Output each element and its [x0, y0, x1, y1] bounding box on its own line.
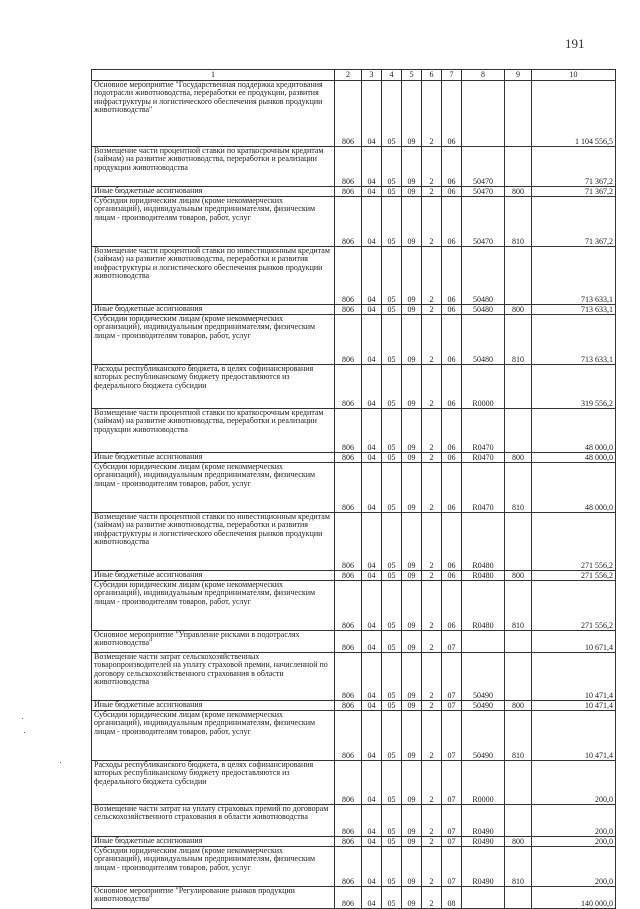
- row-code-c3: 04: [362, 315, 382, 365]
- row-name: Субсидии юридическим лицам (кроме некоммерческих организаций), индивидуальным предпринимателям, физическим лицам - производителям товаров, работ, услуг: [92, 847, 335, 887]
- row-code-c8: R0490: [462, 837, 505, 847]
- row-code-c5: 09: [402, 805, 422, 837]
- row-code-c3: 04: [362, 513, 382, 571]
- row-name: Иные бюджетные ассигнования: [92, 701, 335, 711]
- row-name: Субсидии юридическим лицам (кроме некоммерческих организаций), индивидуальным предпринимателям, физическим лицам - производителям товаров, работ, услуг: [92, 711, 335, 761]
- row-amount: 71 367,2: [532, 147, 616, 187]
- row-name: Субсидии юридическим лицам (кроме некоммерческих организаций), индивидуальным предпринимателям, физическим лицам - производителям товаров, работ, услуг: [92, 581, 335, 631]
- row-code-c8: R0480: [462, 513, 505, 571]
- row-code-c5: 09: [402, 847, 422, 887]
- page-number: 191: [565, 36, 585, 51]
- row-code-c7: 07: [442, 837, 462, 847]
- row-amount: 713 633,1: [532, 305, 616, 315]
- scan-speck: [22, 718, 23, 719]
- row-code-c8: R0470: [462, 463, 505, 513]
- row-code-c9: 800: [505, 453, 532, 463]
- row-code-c4: 05: [382, 305, 402, 315]
- row-name: Иные бюджетные ассигнования: [92, 453, 335, 463]
- row-code-c7: 07: [442, 805, 462, 837]
- row-amount: 713 633,1: [532, 315, 616, 365]
- row-code-c4: 05: [382, 81, 402, 147]
- row-code-c9: 810: [505, 463, 532, 513]
- row-code-c8: R0470: [462, 453, 505, 463]
- row-code-c5: 09: [402, 147, 422, 187]
- row-code-c3: 04: [362, 631, 382, 653]
- row-code-c6: 2: [422, 81, 442, 147]
- row-code-c4: 05: [382, 453, 402, 463]
- row-code-c8: 50490: [462, 653, 505, 701]
- row-code-c2: 806: [335, 837, 362, 847]
- row-code-c6: 2: [422, 365, 442, 409]
- row-name: Возмещение части процентной ставки по инвестиционным кредитам (займам) на развитие животноводства, переработки и развития инфраструктуры и логистического обеспечения рынков продукции животноводства: [92, 513, 335, 571]
- row-code-c6: 2: [422, 581, 442, 631]
- row-code-c6: 2: [422, 631, 442, 653]
- row-code-c9: 810: [505, 847, 532, 887]
- row-code-c5: 09: [402, 187, 422, 197]
- row-code-c3: 04: [362, 453, 382, 463]
- row-code-c8: 50470: [462, 147, 505, 187]
- row-code-c2: 806: [335, 453, 362, 463]
- row-code-c9: 800: [505, 187, 532, 197]
- row-name: Субсидии юридическим лицам (кроме некоммерческих организаций), индивидуальным предпринимателям, физическим лицам - производителям товаров, работ, услуг: [92, 463, 335, 513]
- row-name: Основное мероприятие "Государственная поддержка кредитования подотрасли животноводства, переработки ее продукции, развития инфраструктуры и логистического обеспечения рынков продукции животноводства": [92, 81, 335, 147]
- row-code-c2: 806: [335, 581, 362, 631]
- row-code-c3: 04: [362, 847, 382, 887]
- row-code-c7: 07: [442, 701, 462, 711]
- row-code-c9: 810: [505, 197, 532, 247]
- column-header-1: 1: [92, 70, 335, 81]
- row-code-c3: 04: [362, 147, 382, 187]
- row-code-c6: 2: [422, 247, 442, 305]
- row-code-c7: 07: [442, 653, 462, 701]
- table-row: [92, 305, 616, 315]
- scan-speck: [60, 762, 61, 763]
- row-code-c8: [462, 81, 505, 147]
- row-code-c6: 2: [422, 315, 442, 365]
- row-code-c7: 07: [442, 711, 462, 761]
- row-code-c5: 09: [402, 837, 422, 847]
- row-code-c5: 09: [402, 581, 422, 631]
- row-code-c8: R0480: [462, 581, 505, 631]
- table-body: [92, 81, 616, 909]
- row-code-c2: 806: [335, 305, 362, 315]
- table-row: [92, 365, 616, 409]
- row-code-c3: 04: [362, 463, 382, 513]
- budget-table: [91, 69, 616, 909]
- table-row: [92, 147, 616, 187]
- table-row: [92, 653, 616, 701]
- row-name: Возмещение части процентной ставки по краткосрочным кредитам (займам) на развитие животноводства, переработки и реализации продукции животноводства: [92, 147, 335, 187]
- row-code-c3: 04: [362, 197, 382, 247]
- column-header-10: 10: [532, 70, 616, 81]
- row-code-c7: 07: [442, 847, 462, 887]
- row-code-c2: 806: [335, 147, 362, 187]
- row-code-c4: 05: [382, 197, 402, 247]
- row-code-c6: 2: [422, 463, 442, 513]
- row-code-c6: 2: [422, 805, 442, 837]
- row-code-c9: [505, 81, 532, 147]
- row-code-c2: 806: [335, 197, 362, 247]
- row-code-c9: 800: [505, 701, 532, 711]
- row-code-c2: 806: [335, 631, 362, 653]
- row-code-c7: 06: [442, 305, 462, 315]
- row-code-c4: 05: [382, 581, 402, 631]
- row-code-c9: [505, 247, 532, 305]
- row-code-c9: [505, 409, 532, 453]
- row-code-c2: 806: [335, 365, 362, 409]
- row-code-c2: 806: [335, 315, 362, 365]
- row-name: Основное мероприятие "Регулирование рынков продукции животноводства": [92, 887, 335, 909]
- row-code-c9: 800: [505, 571, 532, 581]
- row-amount: 319 556,2: [532, 365, 616, 409]
- table-row: [92, 887, 616, 909]
- row-name: Возмещение части процентной ставки по краткосрочным кредитам (займам) на развитие животноводства, переработки и реализации продукции животноводства: [92, 409, 335, 453]
- row-amount: 271 556,2: [532, 513, 616, 571]
- row-code-c8: R0490: [462, 805, 505, 837]
- row-code-c9: 810: [505, 315, 532, 365]
- row-code-c8: 50490: [462, 701, 505, 711]
- row-name: Иные бюджетные ассигнования: [92, 187, 335, 197]
- row-code-c9: [505, 365, 532, 409]
- row-code-c6: 2: [422, 187, 442, 197]
- row-code-c6: 2: [422, 711, 442, 761]
- row-code-c3: 04: [362, 887, 382, 909]
- row-code-c6: 2: [422, 653, 442, 701]
- row-name: Возмещение части затрат сельскохозяйственных товаропроизводителей на уплату страховой премии, начисленной по договору сельскохозяйственного страхования в области животноводства: [92, 653, 335, 701]
- row-code-c9: 800: [505, 305, 532, 315]
- row-code-c5: 09: [402, 315, 422, 365]
- row-code-c9: [505, 653, 532, 701]
- row-code-c8: 50490: [462, 711, 505, 761]
- table-row: [92, 571, 616, 581]
- row-code-c3: 04: [362, 81, 382, 147]
- column-header-8: 8: [462, 70, 505, 81]
- row-code-c2: 806: [335, 463, 362, 513]
- row-code-c4: 05: [382, 711, 402, 761]
- row-amount: 200,0: [532, 837, 616, 847]
- row-code-c4: 05: [382, 761, 402, 805]
- row-code-c6: 2: [422, 453, 442, 463]
- row-code-c8: [462, 887, 505, 909]
- row-code-c8: 50470: [462, 187, 505, 197]
- row-code-c4: 05: [382, 147, 402, 187]
- row-code-c3: 04: [362, 653, 382, 701]
- row-code-c7: 06: [442, 571, 462, 581]
- table-row: [92, 409, 616, 453]
- row-name: Иные бюджетные ассигнования: [92, 305, 335, 315]
- table-row: [92, 453, 616, 463]
- row-code-c3: 04: [362, 711, 382, 761]
- table-row: [92, 513, 616, 571]
- column-header-5: 5: [402, 70, 422, 81]
- row-code-c9: [505, 887, 532, 909]
- row-name: Субсидии юридическим лицам (кроме некоммерческих организаций), индивидуальным предпринимателям, физическим лицам - производителям товаров, работ, услуг: [92, 197, 335, 247]
- row-code-c3: 04: [362, 247, 382, 305]
- column-header-4: 4: [382, 70, 402, 81]
- row-code-c5: 09: [402, 711, 422, 761]
- table-row: [92, 581, 616, 631]
- row-code-c7: 08: [442, 887, 462, 909]
- row-code-c4: 05: [382, 513, 402, 571]
- row-amount: 10 471,4: [532, 653, 616, 701]
- row-code-c2: 806: [335, 761, 362, 805]
- row-code-c2: 806: [335, 711, 362, 761]
- row-amount: 71 367,2: [532, 187, 616, 197]
- row-code-c3: 04: [362, 761, 382, 805]
- table-header-row: [92, 70, 616, 81]
- table-row: [92, 315, 616, 365]
- row-code-c9: [505, 513, 532, 571]
- row-code-c9: 810: [505, 711, 532, 761]
- row-code-c4: 05: [382, 463, 402, 513]
- row-code-c7: 06: [442, 409, 462, 453]
- row-code-c2: 806: [335, 571, 362, 581]
- row-code-c5: 09: [402, 409, 422, 453]
- row-code-c2: 806: [335, 887, 362, 909]
- row-code-c6: 2: [422, 197, 442, 247]
- row-code-c7: 06: [442, 581, 462, 631]
- table-row: [92, 711, 616, 761]
- row-code-c8: 50480: [462, 315, 505, 365]
- table-row: [92, 701, 616, 711]
- row-code-c5: 09: [402, 887, 422, 909]
- row-code-c3: 04: [362, 409, 382, 453]
- row-code-c5: 09: [402, 365, 422, 409]
- row-code-c4: 05: [382, 653, 402, 701]
- row-code-c2: 806: [335, 513, 362, 571]
- table-row: [92, 247, 616, 305]
- row-amount: 200,0: [532, 805, 616, 837]
- row-amount: 10 671,4: [532, 631, 616, 653]
- row-code-c5: 09: [402, 247, 422, 305]
- row-code-c9: [505, 761, 532, 805]
- table-row: [92, 761, 616, 805]
- row-code-c3: 04: [362, 187, 382, 197]
- row-code-c6: 2: [422, 847, 442, 887]
- row-code-c4: 05: [382, 187, 402, 197]
- row-code-c5: 09: [402, 463, 422, 513]
- row-code-c4: 05: [382, 247, 402, 305]
- row-code-c9: [505, 631, 532, 653]
- row-code-c6: 2: [422, 571, 442, 581]
- row-amount: 71 367,2: [532, 197, 616, 247]
- row-code-c9: 800: [505, 837, 532, 847]
- row-amount: 200,0: [532, 847, 616, 887]
- table-row: [92, 805, 616, 837]
- row-amount: 713 633,1: [532, 247, 616, 305]
- row-code-c7: 07: [442, 761, 462, 805]
- scan-speck: [24, 732, 25, 733]
- row-code-c4: 05: [382, 701, 402, 711]
- row-code-c9: 810: [505, 581, 532, 631]
- row-code-c2: 806: [335, 409, 362, 453]
- table-row: [92, 81, 616, 147]
- row-name: Расходы республиканского бюджета, в целях софинансирования которых республиканскому бюджету предоставляются из федерального бюджета субсидии: [92, 365, 335, 409]
- row-name: Расходы республиканского бюджета, в целях софинансирования которых республиканскому бюджету предоставляются из федерального бюджета субсидии: [92, 761, 335, 805]
- table-row: [92, 847, 616, 887]
- row-code-c5: 09: [402, 761, 422, 805]
- row-code-c7: 06: [442, 365, 462, 409]
- row-code-c9: [505, 805, 532, 837]
- row-code-c7: 06: [442, 147, 462, 187]
- row-code-c4: 05: [382, 365, 402, 409]
- row-code-c3: 04: [362, 581, 382, 631]
- row-amount: 10 471,4: [532, 711, 616, 761]
- row-code-c2: 806: [335, 701, 362, 711]
- row-amount: 10 471,4: [532, 701, 616, 711]
- row-code-c2: 806: [335, 653, 362, 701]
- row-code-c4: 05: [382, 887, 402, 909]
- row-code-c8: [462, 631, 505, 653]
- row-code-c7: 06: [442, 187, 462, 197]
- column-header-2: 2: [335, 70, 362, 81]
- row-code-c6: 2: [422, 305, 442, 315]
- table-row: [92, 187, 616, 197]
- row-code-c6: 2: [422, 887, 442, 909]
- row-code-c8: 50480: [462, 247, 505, 305]
- row-code-c4: 05: [382, 409, 402, 453]
- row-code-c5: 09: [402, 197, 422, 247]
- row-code-c7: 06: [442, 81, 462, 147]
- row-amount: 200,0: [532, 761, 616, 805]
- table-row: [92, 463, 616, 513]
- row-code-c5: 09: [402, 653, 422, 701]
- row-name: Субсидии юридическим лицам (кроме некоммерческих организаций), индивидуальным предпринимателям, физическим лицам - производителям товаров, работ, услуг: [92, 315, 335, 365]
- row-name: Возмещение части процентной ставки по инвестиционным кредитам (займам) на развитие животноводства, переработки и развития инфраструктуры и логистического обеспечения рынков продукции животноводства: [92, 247, 335, 305]
- table-row: [92, 197, 616, 247]
- row-code-c2: 806: [335, 187, 362, 197]
- row-code-c7: 06: [442, 315, 462, 365]
- row-code-c5: 09: [402, 571, 422, 581]
- row-code-c8: R0490: [462, 847, 505, 887]
- row-code-c5: 09: [402, 631, 422, 653]
- row-code-c4: 05: [382, 315, 402, 365]
- row-code-c8: 50480: [462, 305, 505, 315]
- row-code-c8: R0480: [462, 571, 505, 581]
- row-amount: 48 000,0: [532, 453, 616, 463]
- row-amount: 271 556,2: [532, 581, 616, 631]
- row-code-c6: 2: [422, 761, 442, 805]
- row-code-c4: 05: [382, 847, 402, 887]
- row-code-c7: 06: [442, 463, 462, 513]
- row-code-c7: 06: [442, 197, 462, 247]
- row-code-c8: 50470: [462, 197, 505, 247]
- row-code-c4: 05: [382, 837, 402, 847]
- row-code-c8: R0470: [462, 409, 505, 453]
- row-code-c5: 09: [402, 453, 422, 463]
- row-name: Иные бюджетные ассигнования: [92, 571, 335, 581]
- row-code-c8: R0000: [462, 365, 505, 409]
- row-code-c6: 2: [422, 147, 442, 187]
- row-code-c4: 05: [382, 631, 402, 653]
- row-code-c3: 04: [362, 305, 382, 315]
- row-code-c8: R0000: [462, 761, 505, 805]
- row-code-c3: 04: [362, 805, 382, 837]
- row-code-c6: 2: [422, 837, 442, 847]
- row-code-c3: 04: [362, 365, 382, 409]
- row-code-c3: 04: [362, 571, 382, 581]
- column-header-7: 7: [442, 70, 462, 81]
- row-code-c4: 05: [382, 805, 402, 837]
- row-code-c5: 09: [402, 513, 422, 571]
- row-name: Иные бюджетные ассигнования: [92, 837, 335, 847]
- row-code-c5: 09: [402, 305, 422, 315]
- row-amount: 271 556,2: [532, 571, 616, 581]
- row-code-c7: 06: [442, 453, 462, 463]
- row-code-c2: 806: [335, 805, 362, 837]
- row-code-c7: 06: [442, 247, 462, 305]
- column-header-9: 9: [505, 70, 532, 81]
- row-name: Основное мероприятие "Управление рисками в подотраслях животноводства": [92, 631, 335, 653]
- row-code-c9: [505, 147, 532, 187]
- row-code-c6: 2: [422, 701, 442, 711]
- row-code-c2: 806: [335, 847, 362, 887]
- row-code-c5: 09: [402, 81, 422, 147]
- row-amount: 1 104 556,5: [532, 81, 616, 147]
- row-code-c4: 05: [382, 571, 402, 581]
- table-row: [92, 837, 616, 847]
- row-code-c2: 806: [335, 247, 362, 305]
- column-header-3: 3: [362, 70, 382, 81]
- row-code-c2: 806: [335, 81, 362, 147]
- column-header-6: 6: [422, 70, 442, 81]
- row-code-c6: 2: [422, 409, 442, 453]
- row-name: Возмещение части затрат на уплату страховых премий по договорам сельскохозяйственного страхования в области животноводства: [92, 805, 335, 837]
- table-row: [92, 631, 616, 653]
- row-amount: 48 000,0: [532, 409, 616, 453]
- row-code-c7: 07: [442, 631, 462, 653]
- row-code-c6: 2: [422, 513, 442, 571]
- row-code-c7: 06: [442, 513, 462, 571]
- row-code-c5: 09: [402, 701, 422, 711]
- row-code-c3: 04: [362, 701, 382, 711]
- row-amount: 48 000,0: [532, 463, 616, 513]
- row-code-c3: 04: [362, 837, 382, 847]
- row-amount: 140 000,0: [532, 887, 616, 909]
